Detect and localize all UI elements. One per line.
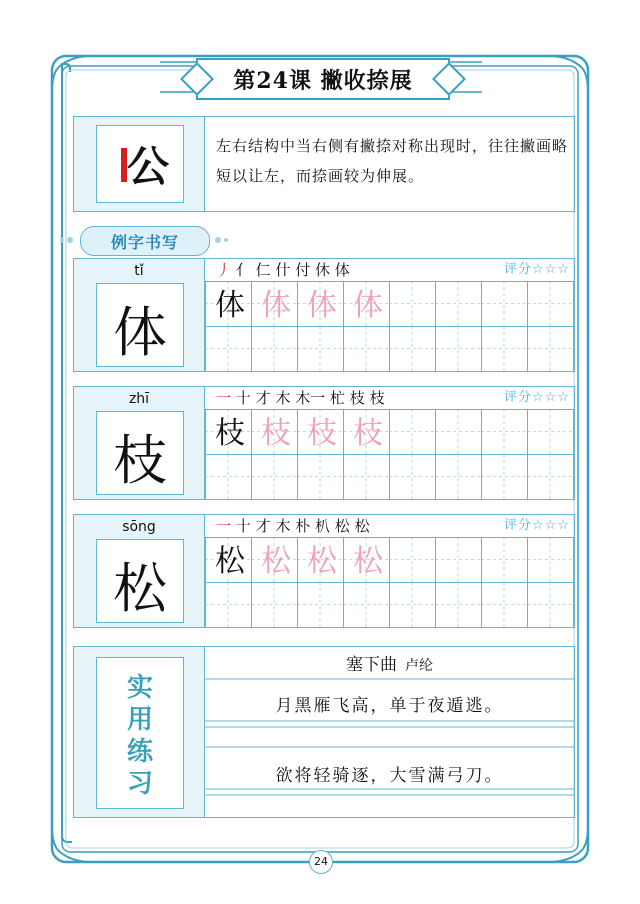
rule-example-card xyxy=(96,125,184,203)
score-stars: 评分☆☆☆ xyxy=(504,518,570,533)
rule-block xyxy=(73,116,575,212)
lesson-title-text: 第24课 撇收捺展 xyxy=(233,67,413,94)
stroke-step: 亻 xyxy=(235,261,251,279)
trace-char: 枝 xyxy=(307,416,337,451)
trace-char: 松 xyxy=(261,544,291,579)
stroke-order xyxy=(216,515,370,537)
char-panel xyxy=(74,515,205,627)
trace-char: 体 xyxy=(353,288,383,323)
poem-author: 卢纶 xyxy=(405,658,433,674)
char-block-2 xyxy=(73,386,575,500)
stroke-step: 什 xyxy=(275,261,291,279)
model-char: 松 xyxy=(215,544,245,579)
stroke-step: 杧 xyxy=(329,389,345,407)
stroke-step: 朴 xyxy=(295,517,311,535)
page-number: 24 xyxy=(309,850,333,874)
trace-char: 枝 xyxy=(261,416,291,451)
stroke-step: 松 xyxy=(334,517,350,535)
big-char-card xyxy=(96,283,184,367)
stroke-order xyxy=(216,259,350,281)
stroke-step: 丿 xyxy=(216,261,232,279)
big-char: 体 xyxy=(113,301,167,364)
practice-label: 实用练习 xyxy=(126,673,153,799)
model-char: 体 xyxy=(215,288,245,323)
practice-label-card xyxy=(96,657,184,809)
stroke-step: 体 xyxy=(334,261,350,279)
big-char: 松 xyxy=(113,557,167,620)
big-char-card xyxy=(96,539,184,623)
stroke-order xyxy=(216,387,385,409)
trace-char: 体 xyxy=(307,288,337,323)
stroke-step: 枝 xyxy=(369,389,385,407)
big-char-card xyxy=(96,411,184,495)
stroke-step: 才 xyxy=(255,389,271,407)
poem-title-text: 塞下曲 xyxy=(346,655,397,675)
practice-block xyxy=(73,646,575,818)
stroke-step: 朳 xyxy=(314,517,330,535)
stroke-step: 木 xyxy=(275,517,291,535)
poem-title xyxy=(205,651,574,680)
char-panel xyxy=(74,387,205,499)
pinyin: zhī xyxy=(128,391,150,407)
stroke-step: 十 xyxy=(235,517,251,535)
trace-char: 松 xyxy=(353,544,383,579)
big-char: 枝 xyxy=(113,429,167,492)
char-panel xyxy=(74,259,205,371)
rule-example-char: 公 xyxy=(126,142,169,191)
trace-char: 松 xyxy=(307,544,337,579)
stroke-step: 十 xyxy=(235,389,251,407)
stroke-step: 枝 xyxy=(349,389,365,407)
poem-line-1: 月黑雁飞高，单于夜遁逃。 xyxy=(275,696,504,716)
score-stars: 评分☆☆☆ xyxy=(504,390,570,405)
poem-line-2: 欲将轻骑逐，大雪满弓刀。 xyxy=(275,766,504,786)
rule-description: 左右结构中当右侧有撇捺对称出现时，往往撇画略短以让左，而捺画较为伸展。 xyxy=(216,137,569,185)
model-char: 枝 xyxy=(215,416,245,451)
stroke-step: 一 xyxy=(216,389,232,407)
stroke-step: 仁 xyxy=(255,261,271,279)
pinyin: sōng xyxy=(122,519,156,535)
section-header-label: 例字书写 xyxy=(110,232,179,252)
trace-char: 体 xyxy=(261,288,291,323)
lesson-title xyxy=(196,58,450,100)
score-stars: 评分☆☆☆ xyxy=(504,262,570,277)
practice-panel xyxy=(74,647,205,817)
rule-panel xyxy=(74,117,205,211)
stroke-step: 一 xyxy=(216,517,232,535)
stroke-step: 休 xyxy=(314,261,330,279)
trace-char: 枝 xyxy=(353,416,383,451)
char-block-1 xyxy=(73,258,575,372)
stroke-step: 付 xyxy=(295,261,311,279)
stroke-step: 才 xyxy=(255,517,271,535)
stroke-step: 木一 xyxy=(295,389,326,407)
stroke-step: 木 xyxy=(275,389,291,407)
section-header xyxy=(80,226,210,256)
stroke-step: 松 xyxy=(354,517,370,535)
pinyin: tǐ xyxy=(134,263,144,279)
char-block-3 xyxy=(73,514,575,628)
